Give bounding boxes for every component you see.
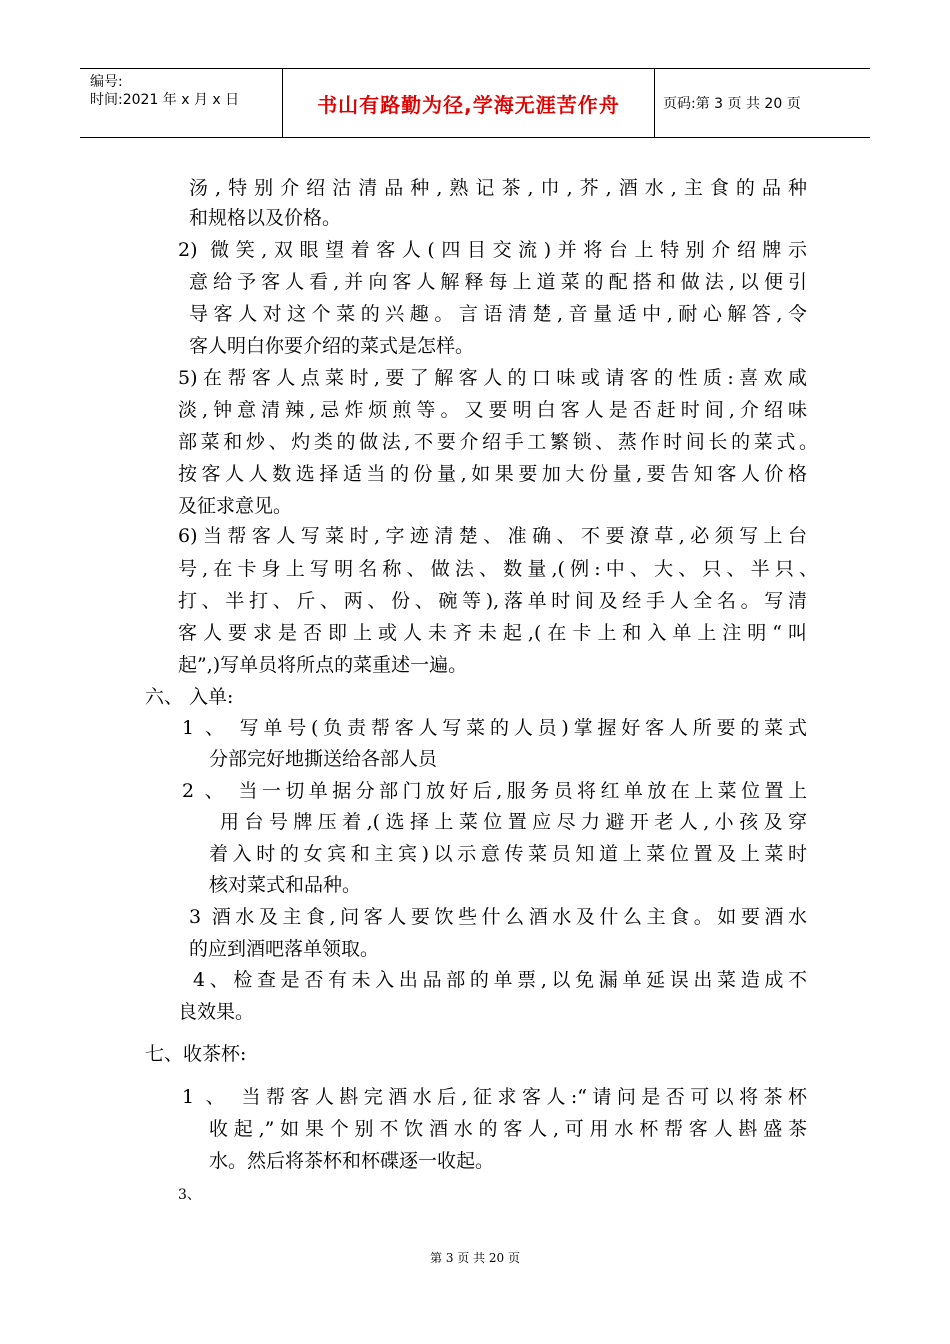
section-heading: 六、 入单:	[145, 686, 234, 708]
text-line: 分部完好地撕送给各部人员	[209, 748, 438, 770]
text-line: 水。然后将茶杯和杯碟逐一收起。	[209, 1150, 495, 1172]
text-line: 及征求意见。	[178, 495, 293, 517]
text-line: 导客人对这个菜的兴趣。言语清楚,音量适中,耐心解答,令	[189, 303, 807, 325]
text-line: 和规格以及价格。	[189, 207, 342, 229]
text-line: 客人明白你要介绍的菜式是怎样。	[189, 335, 475, 357]
text-line: 2) 微笑,双眼望着客人(四目交流)并将台上特别介绍牌示	[178, 239, 807, 261]
text-line: 起”,)写单员将所点的菜重述一遍。	[178, 654, 468, 676]
text-line: 按客人人数选择适当的份量,如果要加大份量,要告知客人价格	[178, 463, 807, 485]
document-date-label: 时间:2021 年 x 月 x 日	[90, 92, 240, 108]
page-footer: 第 3 页 共 20 页	[430, 1251, 520, 1265]
text-line: 核对菜式和品种。	[209, 874, 362, 896]
text-line: 3、	[178, 1187, 201, 1203]
text-line: 部菜和炒、灼类的做法,不要介绍手工繁锁、蒸作时间长的菜式。	[178, 431, 818, 453]
section-heading: 七、收茶杯:	[145, 1043, 247, 1065]
text-line: 4、检查是否有未入出品部的单票,以免漏单延误出菜造成不	[193, 969, 807, 991]
header-motto: 书山有路勤为径,学海无涯苦作舟	[317, 92, 620, 117]
text-line: 良效果。	[178, 1001, 255, 1023]
text-line: 客人要求是否即上或人未齐未起,(在卡上和入单上注明“叫	[178, 622, 807, 644]
text-line: 收起,”如果个别不饮酒水的客人,可用水杯帮客人斟盛茶	[209, 1118, 807, 1140]
header-meta	[80, 69, 283, 137]
text-line: 淡,钟意清辣,忌炸烦煎等。又要明白客人是否赶时间,介绍味	[178, 399, 807, 421]
page-header	[80, 68, 870, 138]
header-page-number: 页码:第 3 页 共 20 页	[663, 96, 801, 112]
text-line: 1 、 当帮客人斟完酒水后,征求客人:“请问是否可以将茶杯	[182, 1086, 807, 1108]
text-line: 3 酒水及主食,问客人要饮些什么酒水及什么主食。如要酒水	[189, 906, 807, 928]
header-page-cell	[655, 69, 870, 137]
text-line: 用台号牌压着,(选择上菜位置应尽力避开老人,小孩及穿	[220, 811, 807, 833]
text-line: 意给予客人看,并向客人解释每上道菜的配搭和做法,以便引	[189, 271, 807, 293]
text-line: 的应到酒吧落单领取。	[189, 938, 380, 960]
text-line: 号,在卡身上写明名称、做法、数量,(例:中、大、只、半只、	[178, 558, 818, 580]
text-line: 打、半打、斤、两、份、碗等),落单时间及经手人全名。写清	[178, 590, 807, 612]
text-line: 5)在帮客人点菜时,要了解客人的口味或请客的性质:喜欢咸	[178, 367, 807, 389]
text-line: 6)当帮客人写菜时,字迹清楚、准确、不要潦草,必须写上台	[178, 525, 807, 547]
text-line: 2 、 当一切单据分部门放好后,服务员将红单放在上菜位置上	[182, 780, 807, 802]
text-line: 着入时的女宾和主宾)以示意传菜员知道上菜位置及上菜时	[209, 843, 807, 865]
text-line: 1 、 写单号(负责帮客人写菜的人员)掌握好客人所要的菜式	[182, 717, 807, 739]
text-line: 汤,特别介绍沽清品种,熟记茶,巾,芥,酒水,主食的品种	[189, 177, 807, 199]
document-number-label: 编号:	[90, 74, 123, 90]
header-motto-cell	[283, 69, 655, 137]
